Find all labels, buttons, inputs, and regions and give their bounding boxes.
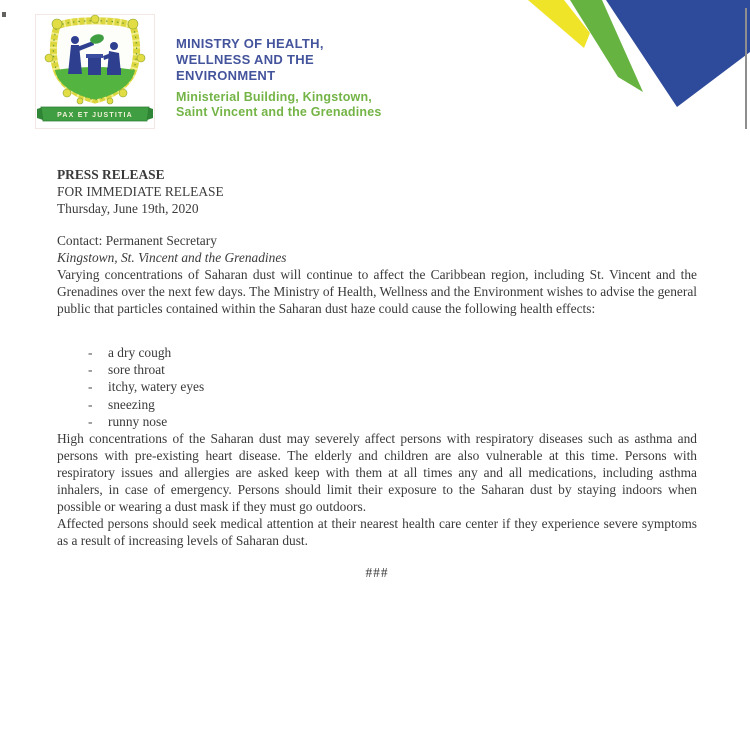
end-mark: ### bbox=[365, 565, 389, 581]
motto-text: PAX ET JUSTITIA bbox=[57, 112, 133, 119]
list-item bbox=[88, 413, 697, 430]
contact-block bbox=[57, 232, 697, 266]
body-paragraph: High concentrations of the Saharan dust may severely affect persons with respiratory diseases such as asthma and persons with pre-existing heart disease. The elderly and children are also vulnerable at this time. Persons with respiratory issues and allergies are asked keep with them at all times any and all medications, including asthma inhalers, in case of emergency. Persons should limit their exposure to the Saharan dust by staying indoors when possible or wearing a dust mask if they must go outdoors. bbox=[57, 431, 697, 515]
ministry-title-line: ENVIRONMENT bbox=[176, 68, 276, 83]
ministry-address-line: Ministerial Building, Kingstown, bbox=[176, 90, 372, 104]
health-effects-list bbox=[57, 344, 697, 430]
closing-paragraph: Affected persons should seek medical attention at their nearest health care center if they experience severe symptoms as a result of increasing levels of Saharan dust. bbox=[57, 516, 697, 549]
bullet-dash: - bbox=[88, 379, 93, 395]
coat-of-arms-svg bbox=[35, 14, 155, 129]
intro-paragraph: Varying concentrations of Saharan dust will continue to affect the Caribbean region, including St. Vincent and the Grenadines over the next few days. The Ministry of Health, Wellness and the Environment wishes to advise the general public that particles contained within the Saharan dust haze could cause the following health effects: bbox=[57, 267, 697, 316]
list-item bbox=[88, 361, 697, 378]
bullet-text: a dry cough bbox=[108, 345, 172, 360]
press-release-body bbox=[57, 166, 697, 581]
coat-of-arms-logo bbox=[35, 14, 155, 129]
motto-banner bbox=[37, 107, 153, 121]
contact-line: Contact: Permanent Secretary bbox=[57, 233, 217, 248]
ministry-title-line: MINISTRY OF HEALTH, bbox=[176, 36, 324, 51]
ministry-title-line: WELLNESS AND THE bbox=[176, 52, 314, 67]
bullet-dash: - bbox=[88, 413, 93, 429]
altar-top bbox=[86, 54, 103, 58]
bullet-text: sneezing bbox=[108, 396, 155, 412]
page-edge-line bbox=[745, 8, 747, 129]
bullet-text: sore throat bbox=[108, 362, 165, 378]
bullet-dash: - bbox=[88, 345, 93, 360]
ministry-address bbox=[176, 90, 382, 120]
list-item bbox=[88, 344, 697, 361]
bullet-text: runny nose bbox=[108, 413, 168, 429]
ministry-header bbox=[176, 36, 382, 120]
location-line: Kingstown, St. Vincent and the Grenadines bbox=[57, 250, 287, 265]
release-line: FOR IMMEDIATE RELEASE bbox=[57, 184, 224, 199]
bullet-dash: - bbox=[88, 362, 93, 378]
list-item bbox=[88, 378, 697, 395]
altar bbox=[88, 58, 101, 75]
list-item bbox=[88, 396, 697, 413]
date-line: Thursday, June 19th, 2020 bbox=[57, 201, 199, 216]
blue-stripe bbox=[606, 0, 750, 107]
brand-stripes-graphic bbox=[500, 0, 750, 140]
scan-artifact bbox=[2, 12, 6, 17]
ministry-address-line: Saint Vincent and the Grenadines bbox=[176, 105, 382, 119]
bullet-text: itchy, watery eyes bbox=[108, 379, 205, 395]
press-release-title: PRESS RELEASE bbox=[57, 167, 165, 182]
bullet-dash: - bbox=[88, 396, 93, 412]
